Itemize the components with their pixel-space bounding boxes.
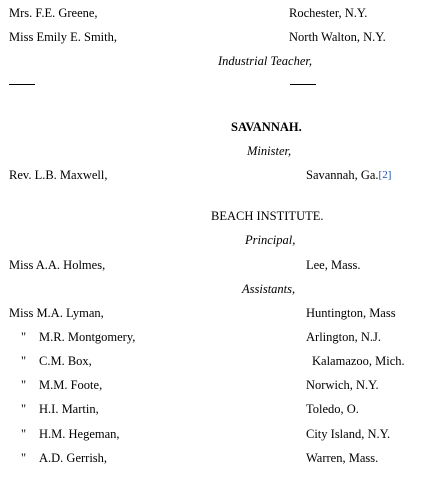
divider-left — [9, 84, 35, 85]
person-place: North Walton, N.Y. — [289, 30, 386, 44]
person-place: Toledo, O. — [306, 402, 359, 416]
ditto-mark: " — [21, 354, 27, 368]
person-place: Rochester, N.Y. — [289, 6, 368, 20]
ditto-mark: " — [21, 330, 27, 344]
person-place: Norwich, N.Y. — [306, 378, 379, 392]
person-name: C.M. Box, — [39, 354, 92, 368]
person-name: A.D. Gerrish, — [39, 451, 108, 465]
person-name: Mrs. F.E. Greene, — [9, 6, 98, 20]
institute-title: BEACH INSTITUTE. — [211, 209, 324, 223]
ditto-mark: " — [21, 402, 27, 416]
person-place: Kalamazoo, Mich. — [312, 354, 405, 368]
footnote-link[interactable]: [2] — [378, 169, 392, 181]
person-name: Miss Emily E. Smith, — [9, 30, 118, 44]
role-heading-industrial-teacher: Industrial Teacher, — [218, 54, 312, 68]
ditto-mark: " — [21, 451, 27, 465]
person-name: Rev. L.B. Maxwell, — [9, 168, 108, 182]
divider-right — [290, 84, 316, 85]
section-title-savannah: SAVANNAH. — [231, 120, 302, 134]
role-heading-principal: Principal, — [245, 233, 296, 247]
person-name: Miss A.A. Holmes, — [9, 258, 106, 272]
person-name: Miss M.A. Lyman, — [9, 306, 104, 320]
person-place: Arlington, N.J. — [306, 330, 381, 344]
person-place: City Island, N.Y. — [306, 427, 391, 441]
ditto-mark: " — [21, 427, 27, 441]
person-place: Warren, Mass. — [306, 451, 379, 465]
ditto-mark: " — [21, 378, 27, 392]
role-heading-assistants: Assistants, — [242, 282, 296, 296]
role-heading-minister: Minister, — [247, 144, 292, 158]
person-name: M.R. Montgomery, — [39, 330, 136, 344]
person-name: H.I. Martin, — [39, 402, 99, 416]
person-place: Huntington, Mass — [306, 306, 396, 320]
person-place: Savannah, Ga.[2] — [306, 168, 392, 182]
person-name: M.M. Foote, — [39, 378, 103, 392]
person-place: Lee, Mass. — [306, 258, 361, 272]
person-name: H.M. Hegeman, — [39, 427, 120, 441]
